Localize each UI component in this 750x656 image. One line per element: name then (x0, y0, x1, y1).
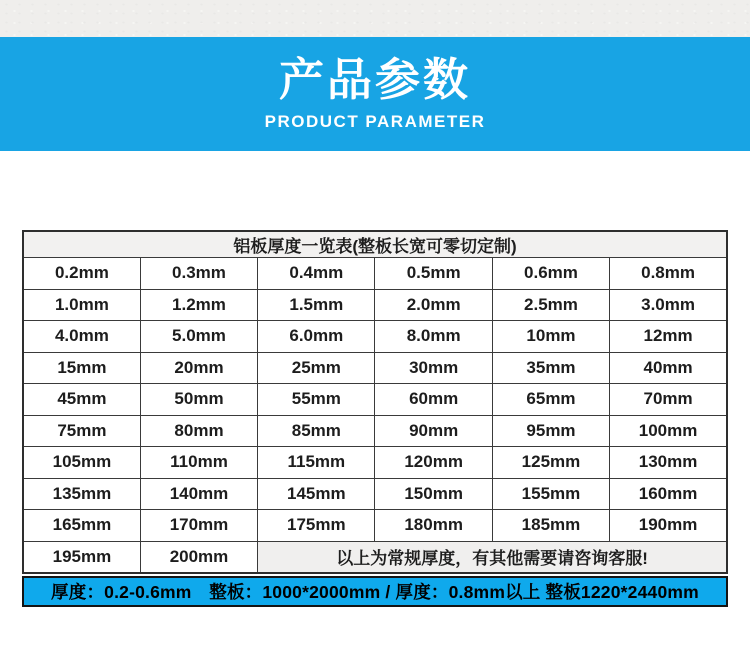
thickness-cell: 65mm (492, 384, 609, 416)
thickness-cell: 110mm (140, 447, 257, 479)
thickness-cell: 15mm (23, 352, 140, 384)
thickness-cell: 8.0mm (375, 321, 492, 353)
thickness-cell: 35mm (492, 352, 609, 384)
thickness-cell: 175mm (258, 510, 375, 542)
thickness-cell: 195mm (23, 541, 140, 573)
thickness-cell: 170mm (140, 510, 257, 542)
thickness-cell: 90mm (375, 415, 492, 447)
thickness-cell: 200mm (140, 541, 257, 573)
thickness-cell: 190mm (610, 510, 727, 542)
table-row (23, 384, 727, 416)
thickness-cell: 115mm (258, 447, 375, 479)
thickness-cell: 180mm (375, 510, 492, 542)
thickness-cell: 50mm (140, 384, 257, 416)
thickness-cell: 25mm (258, 352, 375, 384)
table-row (23, 478, 727, 510)
thickness-cell: 1.0mm (23, 289, 140, 321)
table-row (23, 447, 727, 479)
thickness-cell: 135mm (23, 478, 140, 510)
thickness-cell: 185mm (492, 510, 609, 542)
table-row (23, 415, 727, 447)
table-row-last (23, 541, 727, 573)
thickness-cell: 0.5mm (375, 258, 492, 290)
thickness-cell: 20mm (140, 352, 257, 384)
thickness-cell: 3.0mm (610, 289, 727, 321)
thickness-cell: 160mm (610, 478, 727, 510)
table-row (23, 258, 727, 290)
thickness-cell: 125mm (492, 447, 609, 479)
table-row (23, 289, 727, 321)
thickness-cell: 165mm (23, 510, 140, 542)
table-note: 以上为常规厚度，有其他需要请咨询客服! (258, 541, 727, 573)
table-title: 铝板厚度一览表(整板长宽可零切定制) (23, 231, 727, 258)
thickness-cell: 0.6mm (492, 258, 609, 290)
thickness-cell: 150mm (375, 478, 492, 510)
thickness-cell: 6.0mm (258, 321, 375, 353)
thickness-cell: 155mm (492, 478, 609, 510)
thickness-cell: 2.5mm (492, 289, 609, 321)
thickness-cell: 80mm (140, 415, 257, 447)
thickness-cell: 55mm (258, 384, 375, 416)
thickness-cell: 5.0mm (140, 321, 257, 353)
thickness-table (22, 230, 728, 574)
page-title: 产品参数 (278, 53, 471, 105)
page-subtitle: PRODUCT PARAMETER (264, 112, 486, 132)
thickness-cell: 0.4mm (258, 258, 375, 290)
thickness-cell: 40mm (610, 352, 727, 384)
thickness-cell: 145mm (258, 478, 375, 510)
thickness-cell: 4.0mm (23, 321, 140, 353)
table-row (23, 321, 727, 353)
top-texture-strip (0, 0, 750, 37)
thickness-cell: 0.8mm (610, 258, 727, 290)
table-title-row (23, 231, 727, 258)
thickness-cell: 45mm (23, 384, 140, 416)
thickness-cell: 10mm (492, 321, 609, 353)
content-area (0, 151, 750, 607)
thickness-cell: 60mm (375, 384, 492, 416)
product-parameter-banner (0, 37, 750, 151)
spec-bar: 厚度：0.2-0.6mm 整板：1000*2000mm / 厚度：0.8mm以上 整板1220*2440mm (22, 576, 728, 607)
thickness-cell: 0.2mm (23, 258, 140, 290)
thickness-cell: 105mm (23, 447, 140, 479)
thickness-cell: 12mm (610, 321, 727, 353)
thickness-cell: 2.0mm (375, 289, 492, 321)
thickness-cell: 1.2mm (140, 289, 257, 321)
thickness-cell: 75mm (23, 415, 140, 447)
thickness-cell: 30mm (375, 352, 492, 384)
table-row (23, 352, 727, 384)
thickness-cell: 1.5mm (258, 289, 375, 321)
thickness-cell: 70mm (610, 384, 727, 416)
thickness-cell: 95mm (492, 415, 609, 447)
thickness-cell: 85mm (258, 415, 375, 447)
thickness-cell: 120mm (375, 447, 492, 479)
thickness-cell: 130mm (610, 447, 727, 479)
thickness-cell: 0.3mm (140, 258, 257, 290)
thickness-cell: 140mm (140, 478, 257, 510)
thickness-cell: 100mm (610, 415, 727, 447)
table-row (23, 510, 727, 542)
